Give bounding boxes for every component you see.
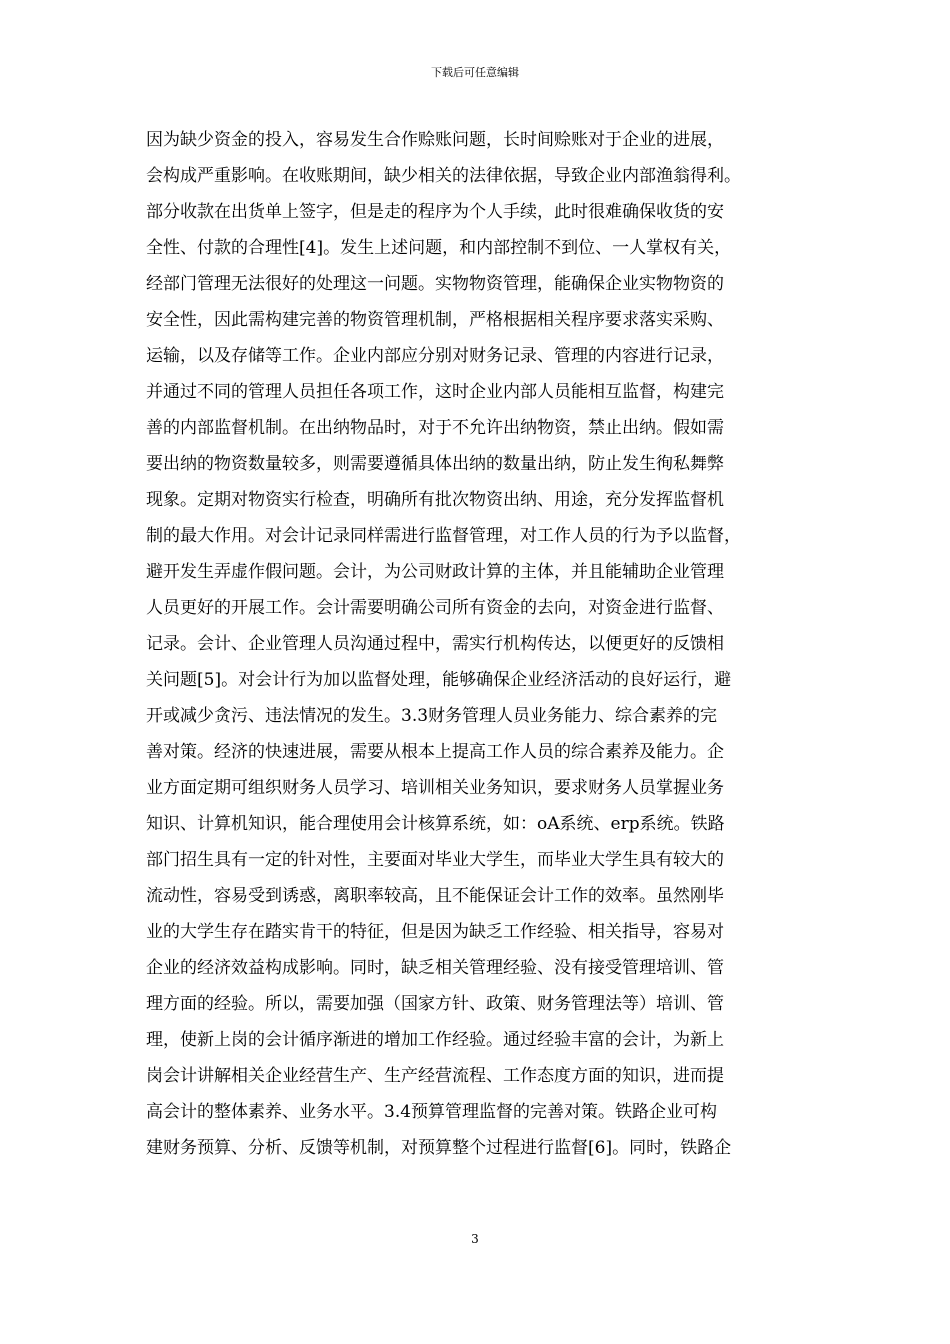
text-line: 现象。定期对物资实行检查，明确所有批次物资出纳、用途，充分发挥监督机 xyxy=(146,490,724,510)
text-line: 并通过不同的管理人员担任各项工作，这时企业内部人员能相互监督，构建完 xyxy=(146,382,724,402)
text-line: 企业的经济效益构成影响。同时，缺乏相关管理经验、没有接受管理培训、管 xyxy=(146,958,724,978)
text-line: 制的最大作用。对会计记录同样需进行监督管理，对工作人员的行为予以监督， xyxy=(146,526,741,546)
text-line: 理方面的经验。所以，需要加强（国家方针、政策、财务管理法等）培训、管 xyxy=(146,994,724,1014)
text-line: 部门招生具有一定的针对性，主要面对毕业大学生，而毕业大学生具有较大的 xyxy=(146,850,724,870)
text-line: 记录。会计、企业管理人员沟通过程中，需实行机构传达，以便更好的反馈相 xyxy=(146,634,724,654)
text-line: 善的内部监督机制。在出纳物品时，对于不允许出纳物资，禁止出纳。假如需 xyxy=(146,418,724,438)
text-line: 人员更好的开展工作。会计需要明确公司所有资金的去向，对资金进行监督、 xyxy=(146,598,724,618)
text-line: 开或减少贪污、违法情况的发生。3.3财务管理人员业务能力、综合素养的完 xyxy=(146,706,718,726)
text-line: 要出纳的物资数量较多，则需要遵循具体出纳的数量出纳，防止发生徇私舞弊 xyxy=(146,454,724,474)
text-line: 善对策。经济的快速进展，需要从根本上提高工作人员的综合素养及能力。企 xyxy=(146,742,724,762)
page-header: 下载后可任意编辑 xyxy=(431,66,519,79)
text-line: 知识、计算机知识，能合理使用会计核算系统，如：oA系统、erp系统。铁路 xyxy=(146,814,725,834)
text-line: 理，使新上岗的会计循序渐进的增加工作经验。通过经验丰富的会计，为新上 xyxy=(146,1030,724,1050)
text-line: 业的大学生存在踏实肯干的特征，但是因为缺乏工作经验、相关指导，容易对 xyxy=(146,922,724,942)
text-line: 因为缺少资金的投入，容易发生合作赊账问题，长时间赊账对于企业的进展， xyxy=(146,130,724,150)
page-number: 3 xyxy=(471,1232,479,1246)
text-line: 关问题[5]。对会计行为加以监督处理，能够确保企业经济活动的良好运行，避 xyxy=(146,670,732,690)
text-line: 经部门管理无法很好的处理这一问题。实物物资管理，能确保企业实物物资的 xyxy=(146,274,724,294)
text-line: 安全性，因此需构建完善的物资管理机制，严格根据相关程序要求落实采购、 xyxy=(146,310,724,330)
text-line: 全性、付款的合理性[4]。发生上述问题，和内部控制不到位、一人掌权有关， xyxy=(146,238,732,258)
text-line: 建财务预算、分析、反馈等机制，对预算整个过程进行监督[6]。同时，铁路企 xyxy=(146,1138,732,1158)
body-text xyxy=(146,122,816,1166)
text-line: 会构成严重影响。在收账期间，缺少相关的法律依据，导致企业内部渔翁得利。 xyxy=(146,166,741,186)
text-line: 运输，以及存储等工作。企业内部应分别对财务记录、管理的内容进行记录， xyxy=(146,346,724,366)
text-line: 流动性，容易受到诱惑，离职率较高，且不能保证会计工作的效率。虽然刚毕 xyxy=(146,886,724,906)
text-line: 高会计的整体素养、业务水平。3.4预算管理监督的完善对策。铁路企业可构 xyxy=(146,1102,718,1122)
text-line: 部分收款在出货单上签字，但是走的程序为个人手续，此时很难确保收货的安 xyxy=(146,202,724,222)
text-line: 岗会计讲解相关企业经营生产、生产经营流程、工作态度方面的知识，进而提 xyxy=(146,1066,724,1086)
text-line: 避开发生弄虚作假问题。会计，为公司财政计算的主体，并且能辅助企业管理 xyxy=(146,562,724,582)
text-line: 业方面定期可组织财务人员学习、培训相关业务知识，要求财务人员掌握业务 xyxy=(146,778,724,798)
